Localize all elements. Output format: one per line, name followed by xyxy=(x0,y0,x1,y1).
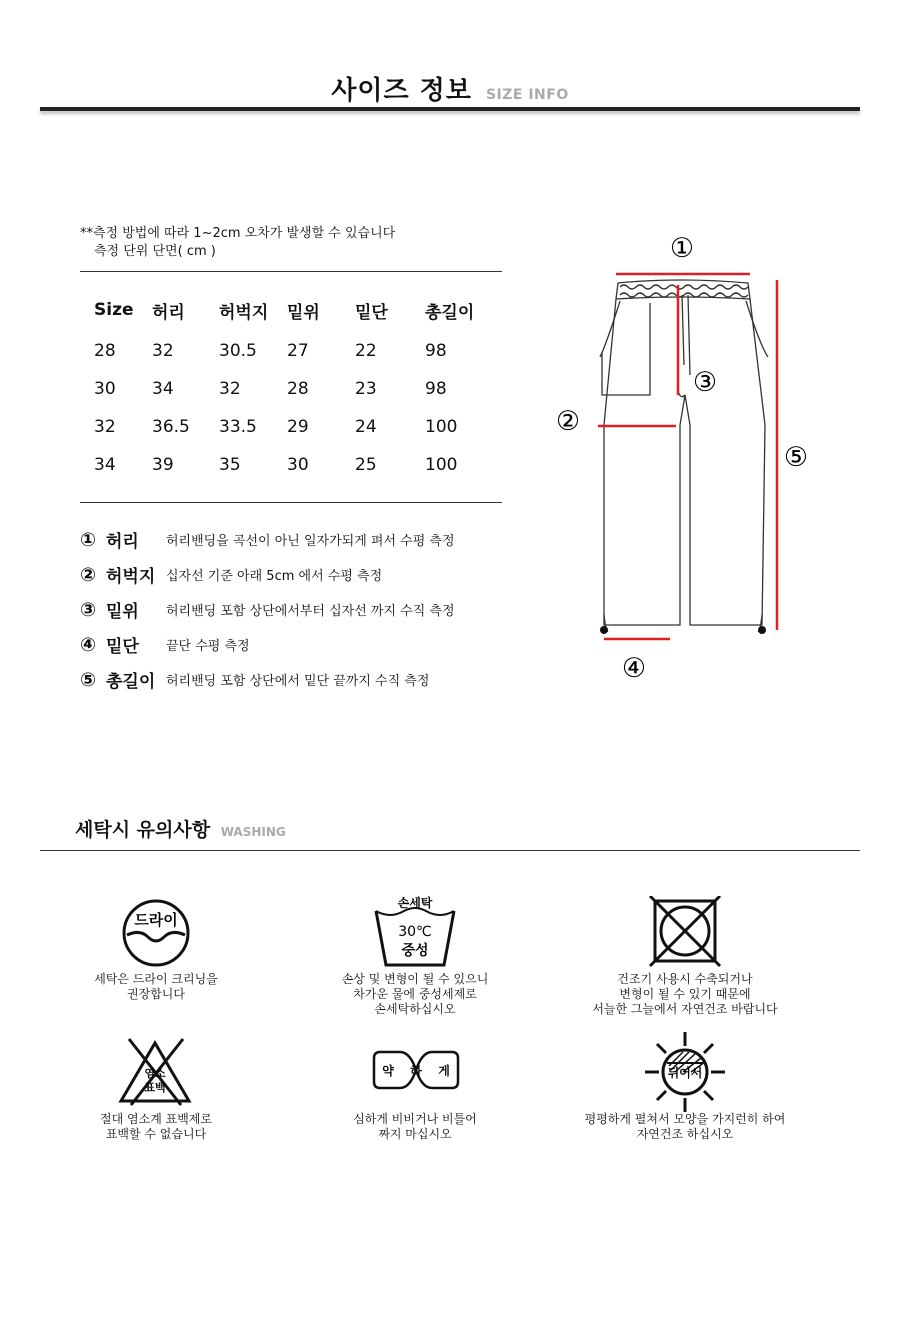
cell: 28 xyxy=(287,379,309,399)
legend-term: 총길이 xyxy=(106,672,156,692)
legend-item xyxy=(80,597,455,622)
cell: 100 xyxy=(425,417,458,437)
legend-num: ⑤ xyxy=(80,668,97,691)
diagram-label-5: ⑤ xyxy=(783,442,809,473)
legend-term: 밑위 xyxy=(106,602,139,622)
washing-line: 심하게 비비거나 비틀어 xyxy=(353,1112,477,1126)
legend-term: 밑단 xyxy=(106,637,139,657)
no-bleach-bottom-text: 표백 xyxy=(144,1081,166,1094)
legend-desc: 허리밴딩을 곡선이 아닌 일자가되게 펴서 수평 측정 xyxy=(166,534,455,549)
washing-title xyxy=(75,815,286,842)
wring-text-1: 약 xyxy=(382,1064,394,1078)
cell: 28 xyxy=(94,341,116,361)
cell: 98 xyxy=(425,379,447,399)
dry-clean-icon xyxy=(120,895,192,970)
note-line-1: **측정 방법에 따라 1~2cm 오차가 발생할 수 있습니다 xyxy=(80,226,396,241)
hem-cord-stopper-right xyxy=(758,626,766,634)
washing-line: 손상 및 변형이 될 수 있으니 xyxy=(341,972,489,986)
header-waist: 허리 xyxy=(152,302,185,323)
cell: 23 xyxy=(355,379,377,399)
cell: 22 xyxy=(355,341,377,361)
washing-line: 절대 염소계 표백제로 xyxy=(100,1112,212,1126)
cell: 24 xyxy=(355,417,377,437)
legend-desc: 끝단 수평 측정 xyxy=(166,639,250,654)
table-row xyxy=(80,332,495,370)
washing-subtitle: WASHING xyxy=(220,825,286,839)
pants-outline xyxy=(600,280,768,631)
washing-line: 세탁은 드라이 크리닝을 xyxy=(94,972,218,986)
washing-line: 건조기 사용시 수축되거나 xyxy=(617,972,753,986)
diagram-label-2: ② xyxy=(555,406,581,437)
hem-cord-stopper-left xyxy=(600,626,608,634)
washing-line: 자연건조 하십시오 xyxy=(636,1127,734,1141)
cell: 30 xyxy=(94,379,116,399)
diagram-label-3: ③ xyxy=(692,367,718,398)
flat-dry-shade-icon xyxy=(643,1030,727,1114)
note-line-2: 측정 단위 단면( cm ) xyxy=(94,244,216,259)
gentle-wring-icon xyxy=(370,1048,462,1092)
washing-line: 변형이 될 수 있기 때문에 xyxy=(619,987,751,1001)
washing-text xyxy=(300,972,530,1017)
table-row xyxy=(80,370,495,408)
cell: 100 xyxy=(425,455,458,475)
legend-item xyxy=(80,632,250,657)
washing-text xyxy=(570,972,800,1017)
legend-term: 허리 xyxy=(106,532,139,552)
cell: 35 xyxy=(219,455,241,475)
cell: 32 xyxy=(94,417,116,437)
wring-text-3: 게 xyxy=(438,1064,450,1078)
shade-dry-text: 뒤어서 xyxy=(667,1066,703,1080)
no-bleach-icon xyxy=(115,1035,195,1107)
table-row xyxy=(80,446,495,484)
cell: 30 xyxy=(287,455,309,475)
legend-item xyxy=(80,667,429,692)
cell: 39 xyxy=(152,455,174,475)
washing-text xyxy=(41,1112,271,1142)
cell: 34 xyxy=(94,455,116,475)
legend-num: ① xyxy=(80,528,97,551)
page-title xyxy=(0,70,900,107)
washing-text xyxy=(570,1112,800,1142)
wring-text-2: 하 xyxy=(410,1064,422,1078)
table-bottom-rule xyxy=(80,502,502,503)
measurement-note xyxy=(80,225,395,261)
header-rise: 밑위 xyxy=(287,302,320,323)
cell: 98 xyxy=(425,341,447,361)
table-top-rule xyxy=(80,271,502,272)
table-row xyxy=(80,408,495,446)
cell: 32 xyxy=(219,379,241,399)
legend-num: ② xyxy=(80,563,97,586)
header-thigh: 허벅지 xyxy=(219,302,269,323)
pants-diagram xyxy=(540,225,840,695)
no-bleach-top-text: 염소 xyxy=(144,1067,166,1080)
cell: 33.5 xyxy=(219,417,257,437)
header-size: Size xyxy=(94,300,134,320)
washing-line: 표백할 수 없습니다 xyxy=(105,1127,207,1141)
legend-term: 허벅지 xyxy=(106,567,156,587)
cell: 36.5 xyxy=(152,417,190,437)
legend-num: ④ xyxy=(80,633,97,656)
cell: 27 xyxy=(287,341,309,361)
legend-item xyxy=(80,527,455,552)
table-header-row xyxy=(80,288,495,332)
cell: 32 xyxy=(152,341,174,361)
cell: 30.5 xyxy=(219,341,257,361)
washing-title-text: 세탁시 유의사항 xyxy=(75,819,211,841)
hand-wash-top-text: 손세탁 xyxy=(397,896,433,910)
legend-num: ③ xyxy=(80,598,97,621)
title-subtitle: SIZE INFO xyxy=(485,87,569,103)
washing-text xyxy=(41,972,271,1002)
dry-clean-icon-text: 드라이 xyxy=(134,911,178,929)
washing-divider xyxy=(40,850,860,851)
washing-line: 평평하게 펼쳐서 모양을 가지런히 하여 xyxy=(584,1112,786,1126)
legend-desc: 십자선 기준 아래 5cm 에서 수평 측정 xyxy=(166,569,383,584)
title-text: 사이즈 정보 xyxy=(331,76,472,106)
diagram-label-4: ④ xyxy=(621,653,647,684)
washing-line: 서늘한 그늘에서 자연건조 바랍니다 xyxy=(592,1002,778,1016)
title-divider xyxy=(40,107,860,111)
legend-desc: 허리밴딩 포함 상단에서부터 십자선 까지 수직 측정 xyxy=(166,604,455,619)
hand-wash-bottom-text: 중성 xyxy=(401,943,429,959)
hand-wash-icon xyxy=(370,893,460,971)
legend-item xyxy=(80,562,382,587)
cell: 34 xyxy=(152,379,174,399)
legend-desc: 허리밴딩 포함 상단에서 밑단 끝까지 수직 측정 xyxy=(166,674,430,689)
washing-line: 손세탁하십시오 xyxy=(374,1002,456,1016)
no-tumble-dry-icon xyxy=(648,896,723,968)
size-table xyxy=(80,288,495,484)
cell: 25 xyxy=(355,455,377,475)
header-length: 총길이 xyxy=(425,302,475,323)
washing-line: 차가운 물에 중성세제로 xyxy=(353,987,477,1001)
washing-line: 짜지 마십시오 xyxy=(378,1127,452,1141)
diagram-label-1: ① xyxy=(669,233,695,264)
hand-wash-temp-text: 30℃ xyxy=(398,924,432,940)
washing-line: 권장합니다 xyxy=(127,987,185,1001)
header-hem: 밑단 xyxy=(355,302,388,323)
washing-text xyxy=(300,1112,530,1142)
cell: 29 xyxy=(287,417,309,437)
